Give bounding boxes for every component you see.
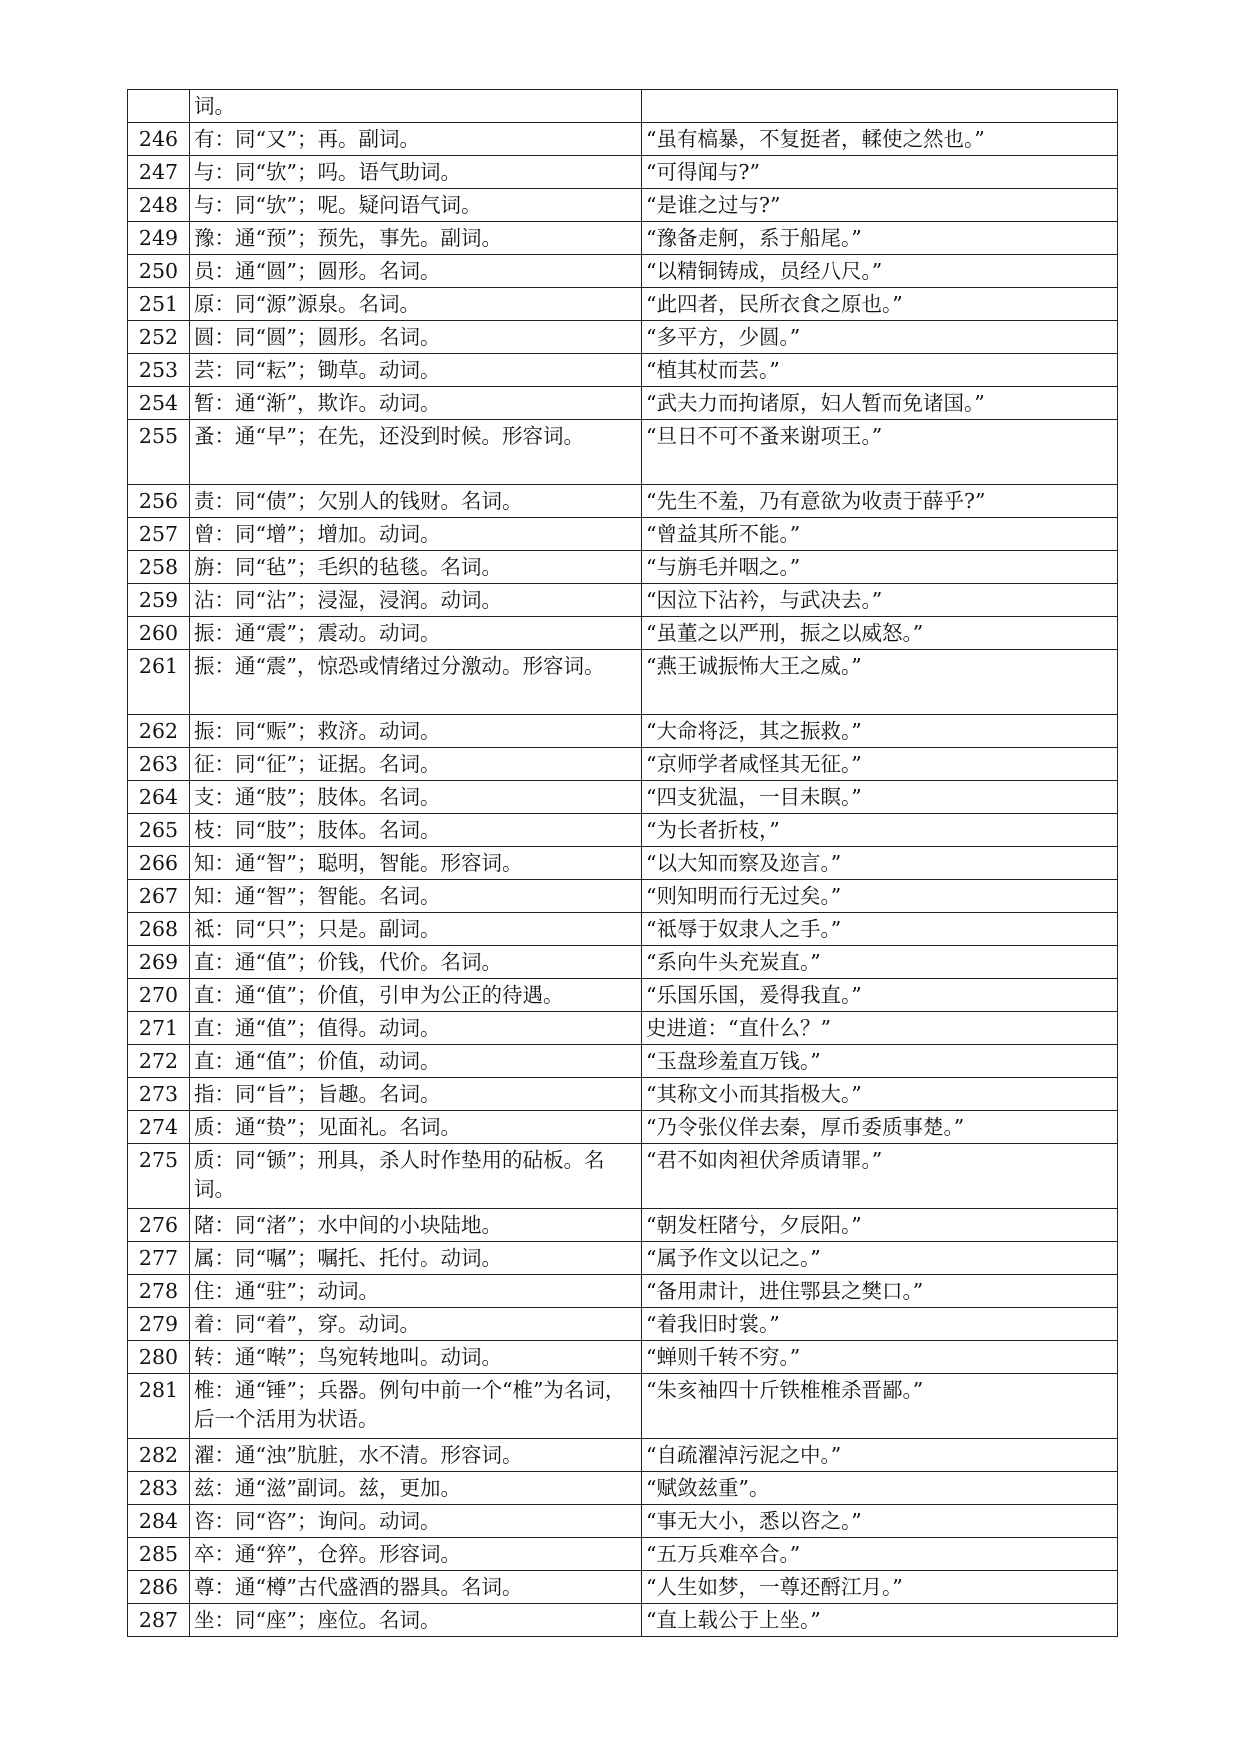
example-cell: “赋敛兹重”。 xyxy=(642,1472,1118,1505)
table-row xyxy=(128,946,1118,979)
row-number: 251 xyxy=(128,288,190,321)
table-row xyxy=(128,1439,1118,1472)
definition-cell: 豫：通“预”；预先，事先。副词。 xyxy=(190,222,642,255)
example-cell: “乃令张仪佯去秦，厚币委质事楚。” xyxy=(642,1111,1118,1144)
row-number: 271 xyxy=(128,1012,190,1045)
example-cell: “多平方，少圆。” xyxy=(642,321,1118,354)
table-row xyxy=(128,650,1118,715)
table-row xyxy=(128,1012,1118,1045)
row-number: 247 xyxy=(128,156,190,189)
glossary-table xyxy=(127,89,1118,1637)
definition-cell: 支：通“肢”；肢体。名词。 xyxy=(190,781,642,814)
definition-cell: 圆：同“圆”；圆形。名词。 xyxy=(190,321,642,354)
row-number: 267 xyxy=(128,880,190,913)
example-cell: “直上载公于上坐。” xyxy=(642,1604,1118,1637)
example-cell: “可得闻与?” xyxy=(642,156,1118,189)
table-row xyxy=(128,1078,1118,1111)
row-number: 257 xyxy=(128,518,190,551)
table-row xyxy=(128,781,1118,814)
row-number: 260 xyxy=(128,617,190,650)
row-number: 266 xyxy=(128,847,190,880)
definition-cell: 振：通“震”，惊恐或情绪过分激动。形容词。 xyxy=(190,650,642,715)
table-row xyxy=(128,321,1118,354)
definition-cell: 暂：通“渐”，欺诈。动词。 xyxy=(190,387,642,420)
definition-cell: 直：通“值”；价钱，代价。名词。 xyxy=(190,946,642,979)
table-body xyxy=(128,90,1118,1637)
table-row xyxy=(128,979,1118,1012)
row-number: 278 xyxy=(128,1275,190,1308)
example-cell: “乐国乐国，爰得我直。” xyxy=(642,979,1118,1012)
table-row xyxy=(128,1571,1118,1604)
table-row xyxy=(128,90,1118,123)
table-row xyxy=(128,123,1118,156)
table-row xyxy=(128,1538,1118,1571)
example-cell: “植其杖而芸。” xyxy=(642,354,1118,387)
definition-cell: 与：同“欤”；吗。语气助词。 xyxy=(190,156,642,189)
row-number: 275 xyxy=(128,1144,190,1209)
definition-cell: 枝：同“肢”；肢体。名词。 xyxy=(190,814,642,847)
example-cell: “因泣下沾衿，与武决去。” xyxy=(642,584,1118,617)
definition-cell: 属：同“嘱”；嘱托、托付。动词。 xyxy=(190,1242,642,1275)
example-cell: “以大知而察及迩言。” xyxy=(642,847,1118,880)
definition-cell: 兹：通“滋”副词。兹，更加。 xyxy=(190,1472,642,1505)
example-cell: “此四者，民所衣食之原也。” xyxy=(642,288,1118,321)
table-row xyxy=(128,1472,1118,1505)
definition-cell: 住：通“驻”；动词。 xyxy=(190,1275,642,1308)
example-cell: “玉盘珍羞直万钱。” xyxy=(642,1045,1118,1078)
table-row xyxy=(128,189,1118,222)
row-number: 285 xyxy=(128,1538,190,1571)
definition-cell: 原：同“源”源泉。名词。 xyxy=(190,288,642,321)
definition-cell: 濯：通“浊”肮脏，水不清。形容词。 xyxy=(190,1439,642,1472)
example-cell: 史进道：“直什么？” xyxy=(642,1012,1118,1045)
row-number: 276 xyxy=(128,1209,190,1242)
row-number: 258 xyxy=(128,551,190,584)
definition-cell: 祗：同“只”；只是。副词。 xyxy=(190,913,642,946)
definition-cell: 沾：同“沾”；浸湿，浸润。动词。 xyxy=(190,584,642,617)
table-row xyxy=(128,420,1118,485)
definition-cell: 有：同“又”；再。副词。 xyxy=(190,123,642,156)
row-number: 282 xyxy=(128,1439,190,1472)
row-number: 255 xyxy=(128,420,190,485)
table-row xyxy=(128,617,1118,650)
row-number: 279 xyxy=(128,1308,190,1341)
example-cell: “系向牛头充炭直。” xyxy=(642,946,1118,979)
table-row xyxy=(128,847,1118,880)
table-row xyxy=(128,1374,1118,1439)
definition-cell: 尊：通“樽”古代盛酒的器具。名词。 xyxy=(190,1571,642,1604)
table-row xyxy=(128,1505,1118,1538)
table-row xyxy=(128,1045,1118,1078)
example-cell: “人生如梦，一尊还酹江月。” xyxy=(642,1571,1118,1604)
table-row xyxy=(128,715,1118,748)
definition-cell: 转：通“啭”；鸟宛转地叫。动词。 xyxy=(190,1341,642,1374)
table-row xyxy=(128,1209,1118,1242)
definition-cell: 曾：同“增”；增加。动词。 xyxy=(190,518,642,551)
definition-cell: 质：通“贽”；见面礼。名词。 xyxy=(190,1111,642,1144)
row-number: 284 xyxy=(128,1505,190,1538)
definition-cell: 坐：同“座”；座位。名词。 xyxy=(190,1604,642,1637)
table-row xyxy=(128,156,1118,189)
definition-cell: 与：同“欤”；呢。疑问语气词。 xyxy=(190,189,642,222)
row-number: 287 xyxy=(128,1604,190,1637)
example-cell: “四支犹温，一目未瞑。” xyxy=(642,781,1118,814)
definition-cell: 椎：通“锤”；兵器。例句中前一个“椎”为名词，后一个活用为状语。 xyxy=(190,1374,642,1439)
definition-cell: 直：通“值”；值得。动词。 xyxy=(190,1012,642,1045)
table-row xyxy=(128,1144,1118,1209)
example-cell: “京师学者咸怪其无征。” xyxy=(642,748,1118,781)
row-number: 272 xyxy=(128,1045,190,1078)
example-cell: “事无大小，悉以咨之。” xyxy=(642,1505,1118,1538)
example-cell: “五万兵难卒合。” xyxy=(642,1538,1118,1571)
example-cell: “为长者折枝，” xyxy=(642,814,1118,847)
definition-cell: 责：同“债”；欠别人的钱财。名词。 xyxy=(190,485,642,518)
table-row xyxy=(128,748,1118,781)
example-cell: “是谁之过与?” xyxy=(642,189,1118,222)
table-row xyxy=(128,485,1118,518)
table-row xyxy=(128,222,1118,255)
table-row xyxy=(128,1242,1118,1275)
row-number: 270 xyxy=(128,979,190,1012)
table-row xyxy=(128,354,1118,387)
row-number: 254 xyxy=(128,387,190,420)
example-cell: “蝉则千转不穷。” xyxy=(642,1341,1118,1374)
example-cell: “与旃毛并咽之。” xyxy=(642,551,1118,584)
definition-cell: 振：同“赈”；救济。动词。 xyxy=(190,715,642,748)
row-number: 252 xyxy=(128,321,190,354)
example-cell: “旦日不可不蚤来谢项王。” xyxy=(642,420,1118,485)
definition-cell: 蚤：通“早”；在先，还没到时候。形容词。 xyxy=(190,420,642,485)
row-number: 269 xyxy=(128,946,190,979)
table-row xyxy=(128,1275,1118,1308)
definition-cell: 征：同“征”；证据。名词。 xyxy=(190,748,642,781)
row-number: 273 xyxy=(128,1078,190,1111)
row-number: 261 xyxy=(128,650,190,715)
example-cell: “祗辱于奴隶人之手。” xyxy=(642,913,1118,946)
table-row xyxy=(128,387,1118,420)
definition-cell: 旃：同“毡”；毛织的毡毯。名词。 xyxy=(190,551,642,584)
row-number: 281 xyxy=(128,1374,190,1439)
table-row xyxy=(128,518,1118,551)
row-number xyxy=(128,90,190,123)
row-number: 253 xyxy=(128,354,190,387)
definition-cell: 着：同“着”，穿。动词。 xyxy=(190,1308,642,1341)
table-row xyxy=(128,1308,1118,1341)
example-cell: “武夫力而拘诸原，妇人暂而免诸国。” xyxy=(642,387,1118,420)
table-row xyxy=(128,814,1118,847)
definition-cell: 质：同“锧”；刑具，杀人时作垫用的砧板。名词。 xyxy=(190,1144,642,1209)
row-number: 262 xyxy=(128,715,190,748)
row-number: 248 xyxy=(128,189,190,222)
table-row xyxy=(128,288,1118,321)
row-number: 246 xyxy=(128,123,190,156)
example-cell: “君不如肉袒伏斧质请罪。” xyxy=(642,1144,1118,1209)
row-number: 277 xyxy=(128,1242,190,1275)
table-row xyxy=(128,1341,1118,1374)
definition-cell: 陼：同“渚”；水中间的小块陆地。 xyxy=(190,1209,642,1242)
table-row xyxy=(128,880,1118,913)
definition-cell: 知：通“智”；智能。名词。 xyxy=(190,880,642,913)
row-number: 268 xyxy=(128,913,190,946)
example-cell: “豫备走舸，系于船尾。” xyxy=(642,222,1118,255)
row-number: 259 xyxy=(128,584,190,617)
row-number: 265 xyxy=(128,814,190,847)
row-number: 249 xyxy=(128,222,190,255)
definition-cell: 直：通“值”；价值，引申为公正的待遇。 xyxy=(190,979,642,1012)
definition-cell: 直：通“值”；价值，动词。 xyxy=(190,1045,642,1078)
example-cell: “自疏濯淖污泥之中。” xyxy=(642,1439,1118,1472)
table-row xyxy=(128,913,1118,946)
row-number: 286 xyxy=(128,1571,190,1604)
example-cell: “其称文小而其指极大。” xyxy=(642,1078,1118,1111)
example-cell: “虽有槁暴，不复挺者，輮使之然也。” xyxy=(642,123,1118,156)
example-cell: “朝发枉陼兮，夕辰阳。” xyxy=(642,1209,1118,1242)
definition-cell: 词。 xyxy=(190,90,642,123)
example-cell: “朱亥袖四十斤铁椎椎杀晋鄙。” xyxy=(642,1374,1118,1439)
example-cell: “则知明而行无过矣。” xyxy=(642,880,1118,913)
example-cell xyxy=(642,90,1118,123)
example-cell: “备用肃计，进住鄂县之樊口。” xyxy=(642,1275,1118,1308)
definition-cell: 指：同“旨”；旨趣。名词。 xyxy=(190,1078,642,1111)
row-number: 256 xyxy=(128,485,190,518)
example-cell: “着我旧时裳。” xyxy=(642,1308,1118,1341)
definition-cell: 咨：同“咨”；询问。动词。 xyxy=(190,1505,642,1538)
row-number: 250 xyxy=(128,255,190,288)
example-cell: “虽董之以严刑，振之以威怒。” xyxy=(642,617,1118,650)
row-number: 264 xyxy=(128,781,190,814)
example-cell: “先生不羞，乃有意欲为收责于薛乎?” xyxy=(642,485,1118,518)
row-number: 280 xyxy=(128,1341,190,1374)
definition-cell: 知：通“智”；聪明，智能。形容词。 xyxy=(190,847,642,880)
table-row xyxy=(128,584,1118,617)
row-number: 274 xyxy=(128,1111,190,1144)
definition-cell: 卒：通“猝”，仓猝。形容词。 xyxy=(190,1538,642,1571)
example-cell: “大命将泛，其之振救。” xyxy=(642,715,1118,748)
table-row xyxy=(128,255,1118,288)
example-cell: “属予作文以记之。” xyxy=(642,1242,1118,1275)
example-cell: “燕王诚振怖大王之威。” xyxy=(642,650,1118,715)
table-row xyxy=(128,551,1118,584)
row-number: 263 xyxy=(128,748,190,781)
table-row xyxy=(128,1604,1118,1637)
definition-cell: 振：通“震”；震动。动词。 xyxy=(190,617,642,650)
example-cell: “以精铜铸成，员经八尺。” xyxy=(642,255,1118,288)
example-cell: “曾益其所不能。” xyxy=(642,518,1118,551)
table-row xyxy=(128,1111,1118,1144)
row-number: 283 xyxy=(128,1472,190,1505)
definition-cell: 员：通“圆”；圆形。名词。 xyxy=(190,255,642,288)
definition-cell: 芸：同“耘”；锄草。动词。 xyxy=(190,354,642,387)
